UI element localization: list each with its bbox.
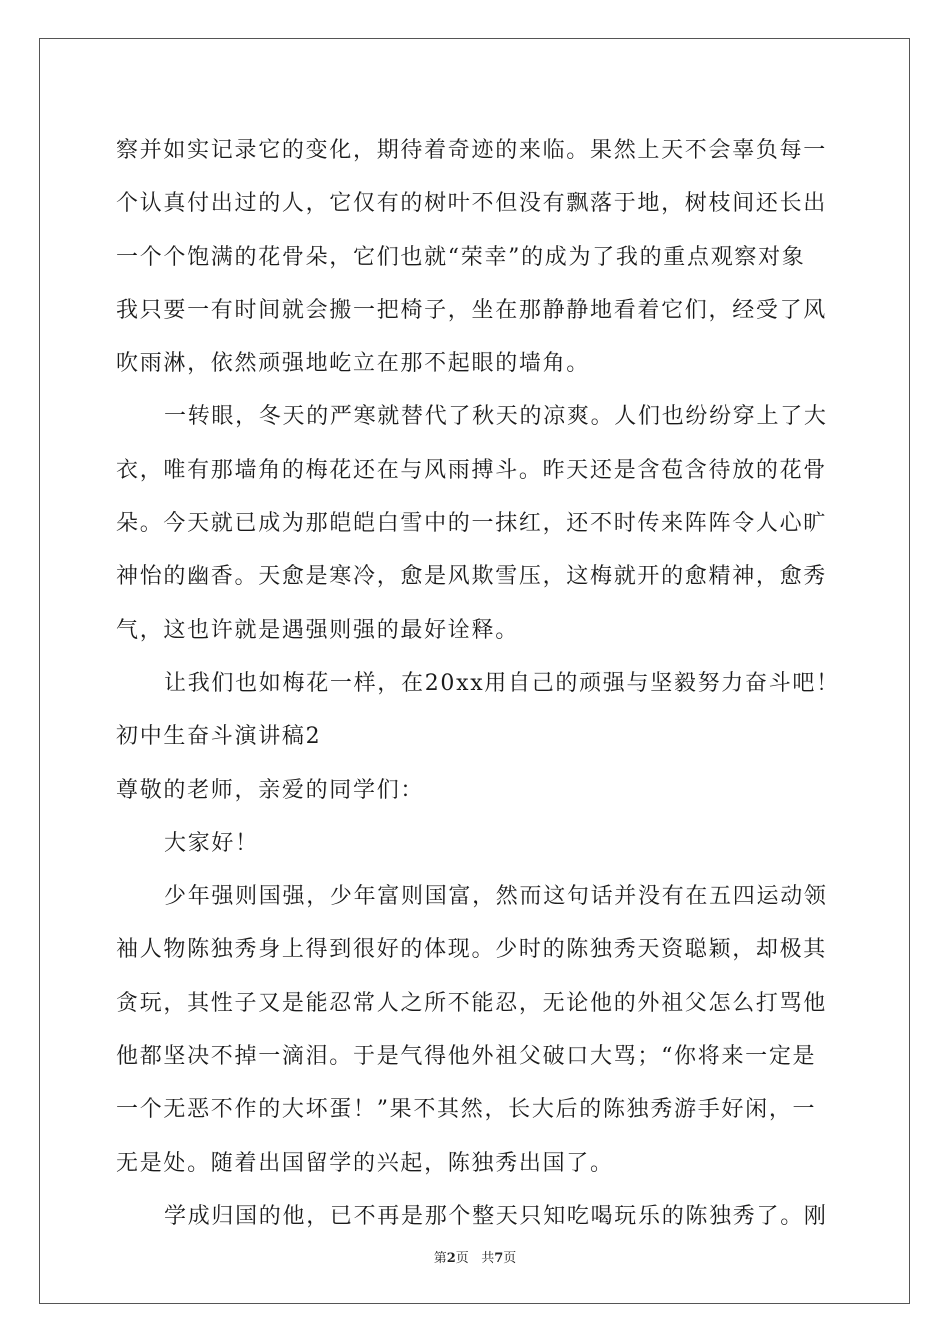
text-line: 吹雨淋，依然顽强地屹立在那不起眼的墙角。 (116, 351, 591, 377)
text-line: 一个无恶不作的大坏蛋！”果不其然，长大后的陈独秀游手好闲，一 (116, 1097, 817, 1123)
text-line: 衣，唯有那墙角的梅花还在与风雨搏斗。昨天还是含苞含待放的花骨 (116, 457, 828, 483)
text-line: 个认真付出过的人，它仅有的树叶不但没有飘落于地，树枝间还长出 (116, 191, 828, 217)
text-line: 袖人物陈独秀身上得到很好的体现。少时的陈独秀天资聪颖，却极其 (116, 937, 828, 963)
text-line: 一转眼，冬天的严寒就替代了秋天的凉爽。人们也纷纷穿上了大 (164, 404, 828, 430)
text-line: 我只要一有时间就会搬一把椅子，坐在那静静地看着它们，经受了风 (116, 297, 828, 323)
text-line: 朵。今天就已成为那皑皑白雪中的一抹红，还不时传来阵阵令人心旷 (116, 511, 828, 537)
text-line: 他都坚决不掉一滴泪。于是气得他外祖父破口大骂；“你将来一定是 (116, 1044, 817, 1070)
text-line: 初中生奋斗演讲稿2 (116, 724, 322, 750)
text-line: 学成归国的他，已不再是那个整天只知吃喝玩乐的陈独秀了。刚 (164, 1203, 828, 1229)
current-page-number: 2 (446, 1251, 456, 1266)
text-line: 大家好！ (164, 830, 259, 856)
text-line: 察并如实记录它的变化，期待着奇迹的来临。果然上天不会辜负每一 (116, 138, 828, 163)
text-line: 贪玩，其性子又是能忍常人之所不能忍，无论他的外祖父怎么打骂他 (116, 990, 828, 1016)
footer-total-suffix: 页 (503, 1251, 517, 1266)
text-line: 气，这也许就是遇强则强的最好诠释。 (116, 617, 519, 643)
footer-page-word: 页 (455, 1251, 469, 1266)
text-line: 让我们也如梅花一样，在20xx用自己的顽强与坚毅努力奋斗吧！ (164, 670, 840, 696)
text-line: 一个个饱满的花骨朵，它们也就“荣幸”的成为了我的重点观察对象 (116, 244, 806, 270)
total-pages-number: 7 (494, 1251, 504, 1266)
footer-prefix: 第 (433, 1251, 447, 1266)
document-body (116, 124, 840, 1243)
page-footer (0, 1247, 950, 1266)
text-line: 神怡的幽香。天愈是寒冷，愈是风欺雪压，这梅就开的愈精神，愈秀 (116, 564, 828, 590)
text-line: 少年强则国强，少年富则国富，然而这句话并没有在五四运动领 (164, 884, 828, 910)
text-line: 尊敬的老师，亲爱的同学们： (116, 777, 425, 803)
footer-total-prefix: 共 (481, 1251, 495, 1266)
text-line: 无是处。随着出国留学的兴起，陈独秀出国了。 (116, 1150, 614, 1176)
